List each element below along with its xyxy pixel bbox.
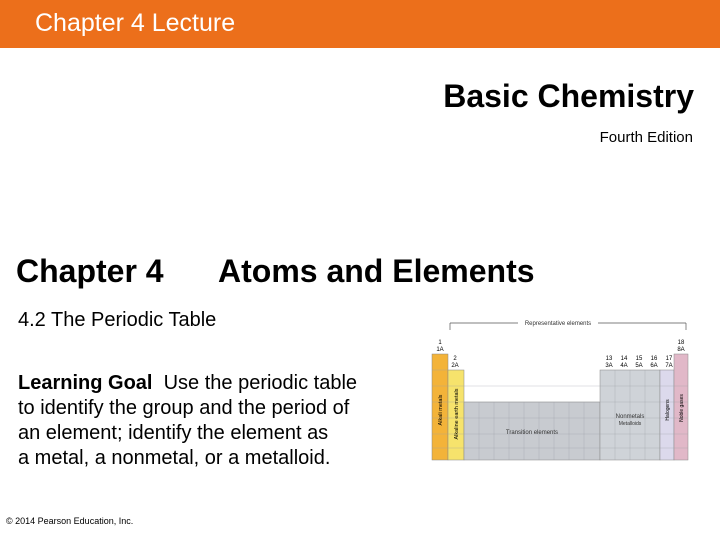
group-18-label: 8A xyxy=(677,347,685,353)
periodic-table-figure xyxy=(428,318,694,468)
group-18-number: 18 xyxy=(677,340,685,346)
group-13-number: 13 xyxy=(605,356,613,362)
group-1-label: 1A xyxy=(436,347,444,353)
lecture-title: Chapter 4 Lecture xyxy=(35,9,236,37)
group-15-number: 15 xyxy=(635,356,643,362)
group-17-label: 7A xyxy=(665,363,673,369)
group-15-label: 5A xyxy=(635,363,643,369)
copyright-notice: © 2014 Pearson Education, Inc. xyxy=(6,516,134,526)
book-title: Basic Chemistry xyxy=(443,78,694,114)
learning-goal xyxy=(18,371,428,471)
transition-elements-label: Transition elements xyxy=(505,430,559,436)
learning-goal-line-1: Use the periodic table xyxy=(163,372,358,394)
noble-gases-label: Noble gases xyxy=(679,394,685,422)
group-14-label: 4A xyxy=(620,363,628,369)
learning-goal-line-4: a metal, a nonmetal, or a metalloid. xyxy=(18,447,331,469)
chapter-label: Chapter 4 xyxy=(16,253,164,289)
group-2-number: 2 xyxy=(453,356,457,362)
group-2-label: 2A xyxy=(451,363,459,369)
alkali-metals-label: Alkali metals xyxy=(438,394,444,426)
nonmetals-label: Nonmetals xyxy=(615,414,645,420)
section-title: 4.2 The Periodic Table xyxy=(18,309,217,331)
learning-goal-label: Learning Goal xyxy=(18,372,153,394)
group-1-number: 1 xyxy=(438,340,442,346)
alkaline-earth-label: Alkaline earth metals xyxy=(454,388,460,440)
group-14-number: 14 xyxy=(620,356,628,362)
representative-elements-label: Representative elements xyxy=(524,321,592,327)
group-16-number: 16 xyxy=(650,356,658,362)
group-17-number: 17 xyxy=(665,356,673,362)
learning-goal-line-3: an element; identify the element as xyxy=(18,422,329,444)
chapter-name: Atoms and Elements xyxy=(218,253,535,289)
group-13-label: 3A xyxy=(605,363,613,369)
edition-label: Fourth Edition xyxy=(599,129,693,146)
header-bar xyxy=(0,0,720,48)
group-16-label: 6A xyxy=(650,363,658,369)
metalloids-label: Metalloids xyxy=(618,421,642,427)
learning-goal-line-2: to identify the group and the period of xyxy=(18,397,350,419)
halogens-label: Halogens xyxy=(665,399,671,421)
